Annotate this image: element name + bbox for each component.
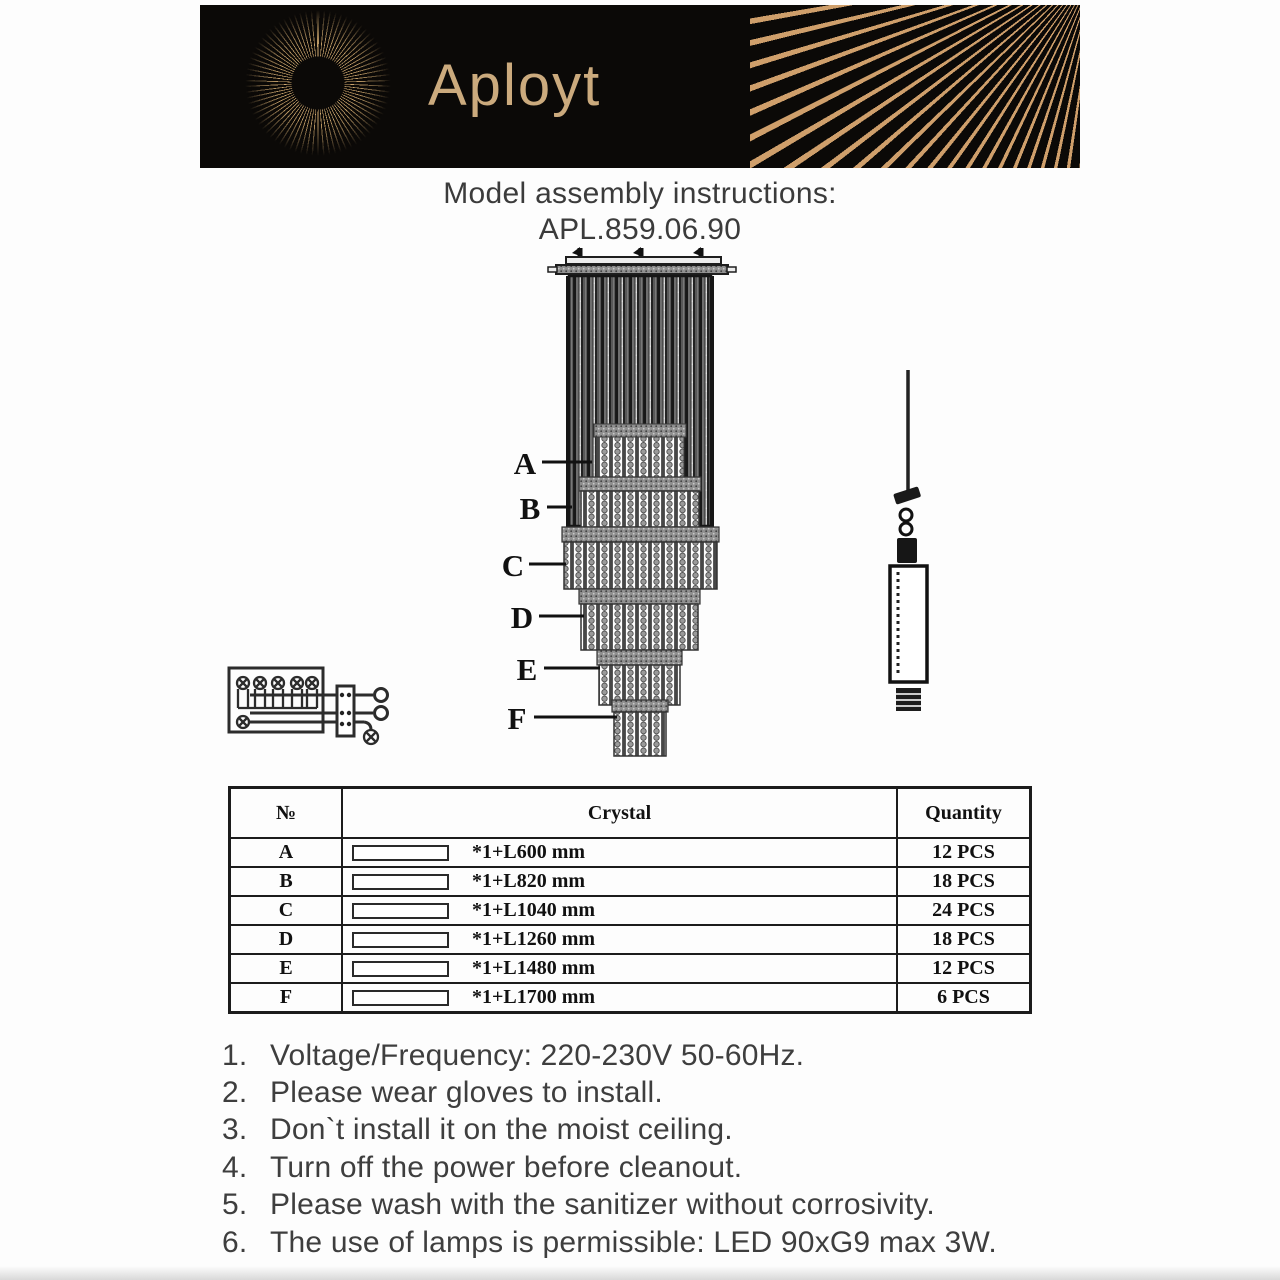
item-number: 4. — [222, 1150, 248, 1184]
item-number: 2. — [222, 1076, 248, 1110]
rays-decoration-icon — [750, 5, 1080, 168]
crystal-size-icon — [352, 903, 449, 919]
quantity-cell: 12 PCS — [897, 838, 1031, 867]
row-letter: F — [230, 983, 343, 1013]
brand-wordmark: Aployt — [428, 53, 602, 118]
list-item — [222, 1224, 1122, 1261]
crystal-length: *1+L1260 mm — [472, 928, 596, 950]
table-row — [230, 925, 1031, 954]
assembly-diagram — [0, 238, 1280, 783]
table-row — [230, 838, 1031, 867]
item-text: Please wear gloves to install. — [270, 1076, 663, 1110]
brand-banner — [200, 5, 1080, 168]
sunburst-logo-icon — [243, 7, 393, 159]
page-title-line1: Model assembly instructions: — [443, 177, 837, 210]
quantity-cell: 18 PCS — [897, 925, 1031, 954]
model-code: APL.859.06.90 — [538, 213, 742, 246]
crystal-size-icon — [352, 961, 449, 977]
table-row — [230, 867, 1031, 896]
crystal-length: *1+L600 mm — [472, 841, 586, 863]
item-text: Please wash with the sanitizer without corrosivity. — [270, 1188, 935, 1222]
table-row — [230, 983, 1031, 1013]
wiring-diagram — [229, 668, 388, 744]
table-header-row — [230, 788, 1031, 839]
header-no: № — [230, 788, 343, 839]
crystal-length: *1+L820 mm — [472, 870, 586, 892]
crystal-size-icon — [352, 845, 449, 861]
quantity-cell: 12 PCS — [897, 954, 1031, 983]
chandelier-drawing — [548, 247, 736, 756]
crystal-size-icon — [352, 990, 449, 1006]
list-item — [222, 1187, 1122, 1224]
crystal-length: *1+L1480 mm — [472, 957, 596, 979]
table-row — [230, 954, 1031, 983]
diagram-label-c: C — [501, 548, 525, 583]
row-letter: D — [230, 925, 343, 954]
row-letter: B — [230, 867, 343, 896]
item-text: The use of lamps is permissible: LED 90xG9 max 3W. — [270, 1225, 997, 1259]
diagram-label-f: F — [507, 701, 527, 736]
list-item — [222, 1149, 1122, 1186]
diagram-label-a: A — [513, 446, 537, 481]
quantity-cell: 24 PCS — [897, 896, 1031, 925]
item-number: 3. — [222, 1113, 248, 1147]
diagram-label-e: E — [516, 652, 538, 687]
parts-table — [228, 786, 1032, 1014]
instructions-list — [222, 1037, 1122, 1261]
diagram-label-d: D — [510, 600, 534, 635]
crystal-size-icon — [352, 932, 449, 948]
crystal-length: *1+L1700 mm — [472, 986, 596, 1008]
item-text: Don`t install it on the moist ceiling. — [270, 1113, 733, 1147]
item-number: 5. — [222, 1188, 248, 1222]
crystal-length: *1+L1040 mm — [472, 899, 596, 921]
item-number: 1. — [222, 1038, 248, 1072]
list-item — [222, 1037, 1122, 1074]
quantity-cell: 18 PCS — [897, 867, 1031, 896]
item-text: Voltage/Frequency: 220-230V 50-60Hz. — [270, 1038, 805, 1072]
page-bottom-edge — [0, 1266, 1280, 1280]
header-quantity: Quantity — [897, 788, 1031, 839]
row-letter: A — [230, 838, 343, 867]
list-item — [222, 1074, 1122, 1111]
crystal-size-icon — [352, 874, 449, 890]
item-number: 6. — [222, 1225, 248, 1259]
table-row — [230, 896, 1031, 925]
suspension-strand-drawing — [890, 370, 927, 711]
quantity-cell: 6 PCS — [897, 983, 1031, 1013]
row-letter: E — [230, 954, 343, 983]
row-letter: C — [230, 896, 343, 925]
item-text: Turn off the power before cleanout. — [270, 1150, 743, 1184]
diagram-label-b: B — [519, 491, 541, 526]
list-item — [222, 1112, 1122, 1149]
header-crystal: Crystal — [342, 788, 897, 839]
